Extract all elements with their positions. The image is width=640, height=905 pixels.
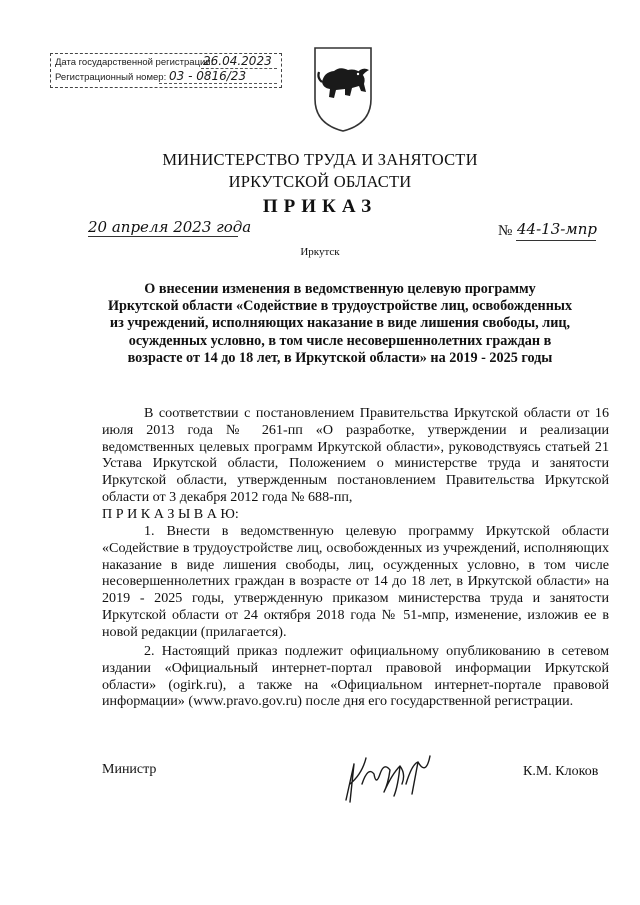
reg-number-row bbox=[55, 72, 166, 83]
number-underline bbox=[516, 240, 596, 241]
order-subject bbox=[90, 281, 590, 367]
reg-date-label: Дата государственной регистрации: bbox=[55, 57, 214, 68]
handwritten-order-number: 44-13-мпр bbox=[517, 220, 598, 238]
handwritten-signature bbox=[340, 744, 435, 806]
order-keyword-text: П Р И К А З Ы В А Ю: bbox=[102, 506, 239, 522]
coat-of-arms-emblem bbox=[312, 44, 374, 134]
ministry-name-line2: ИРКУТСКОЙ ОБЛАСТИ bbox=[228, 172, 412, 191]
reg-date-value: 26.04.2023 bbox=[203, 54, 272, 68]
subject-line: О внесении изменения в ведомственную целевую программу bbox=[144, 281, 536, 297]
subject-line: из учреждений, исполняющих наказание в виде лишения свободы, лиц, bbox=[109, 315, 571, 332]
reg-number-value: 03 - 0816/23 bbox=[169, 69, 247, 83]
registration-stamp bbox=[50, 53, 282, 88]
document-type-title: ПРИКАЗ bbox=[262, 196, 378, 217]
order-item-2-text: 2. Настоящий приказ подлежит официальному опубликованию в сетевом издании «Официальный интернет-портал правовой информации Иркутской области» (ogirk.ru), а также на «Официальном интернет-портале правовой информации» (www.pravo.gov.ru) после дня его государственной регистрации. bbox=[102, 643, 609, 710]
reg-date-row bbox=[55, 57, 213, 68]
order-item-1 bbox=[102, 523, 609, 641]
ministry-name-line1: МИНИСТЕРСТВО ТРУДА И ЗАНЯТОСТИ bbox=[162, 150, 478, 169]
reg-number-label: Регистрационный номер: bbox=[55, 72, 167, 83]
signer-position: Министр bbox=[102, 762, 157, 777]
subject-line: возрасте от 14 до 18 лет, в Иркутской области» на 2019 - 2025 годы bbox=[127, 349, 553, 366]
subject-line: осужденных условно, в том числе несовершеннолетних граждан в bbox=[128, 332, 552, 349]
city-name: Иркутск bbox=[300, 246, 340, 258]
preamble-paragraph bbox=[102, 405, 609, 506]
order-item-2 bbox=[102, 643, 609, 710]
preamble-text: В соответствии с постановлением Правительства Иркутской области от 16 июля 2013 года № 261-пп «О разработке, утверждении и реализации ведомственных целевых программ Иркутской области», руководствуясь статьей 21 Устава Иркутской области, Положением о министерстве труда и занятости Иркутской области, утвержденным постановлением Правительства Иркутской области от 3 декабря 2012 года № 688-пп, bbox=[102, 405, 609, 505]
handwritten-date: 20 апреля 2023 года bbox=[88, 218, 252, 236]
order-keyword bbox=[102, 506, 609, 523]
date-underline bbox=[88, 236, 238, 237]
number-sign: № bbox=[498, 223, 513, 239]
order-item-1-text: 1. Внести в ведомственную целевую программу Иркутской области «Содействие в трудоустройстве лиц, освобожденных из учреждений, исполняющих наказание в виде лишения свободы, лиц, осужденных условно, в том числе несовершеннолетних граждан в возрасте от 14 до 18 лет, в Иркутской области» на 2019 - 2025 годы, утвержденную приказом министерства труда и занятости Иркутской области от 24 октября 2018 года № 51-мпр, изменение, изложив ее в новой редакции (прилагается). bbox=[102, 523, 609, 640]
reg-number-underline bbox=[159, 83, 277, 84]
subject-line: Иркутской области «Содействие в трудоустройстве лиц, освобожденных bbox=[107, 298, 573, 315]
signer-name: К.М. Клоков bbox=[523, 764, 599, 779]
